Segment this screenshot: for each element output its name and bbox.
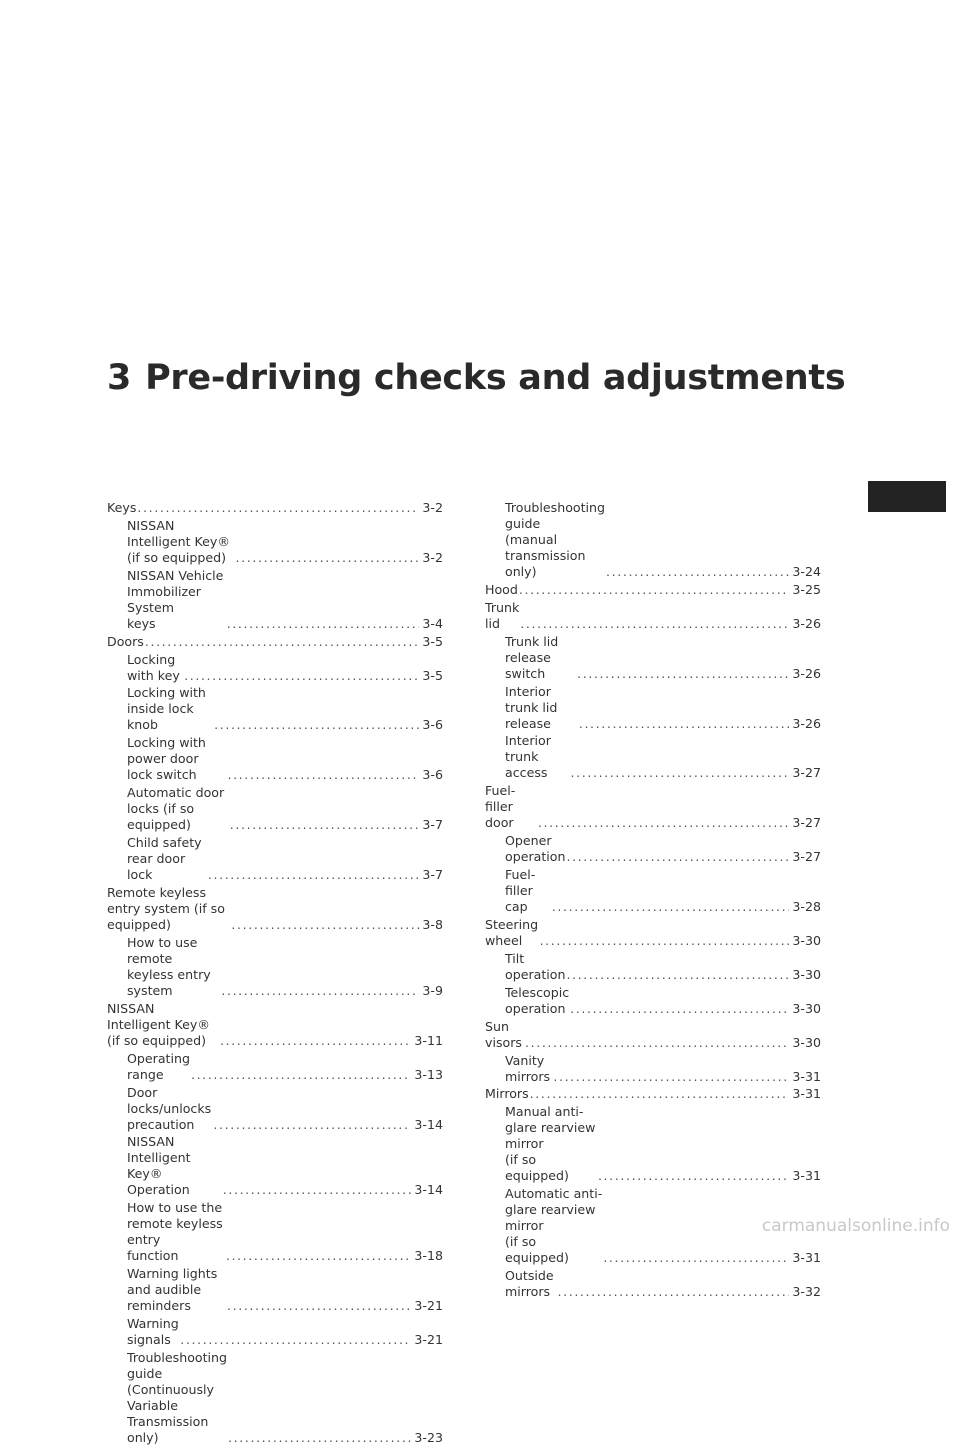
toc-entry-page: 3-26: [792, 615, 821, 631]
toc-entry-page: 3-27: [792, 815, 821, 831]
toc-entry-title: How to use remote keyless entry system: [127, 934, 211, 998]
toc-dot-leader: [606, 564, 789, 580]
toc-entry[interactable]: [107, 1001, 443, 1049]
toc-entry[interactable]: [107, 935, 443, 999]
toc-entry[interactable]: [485, 951, 821, 983]
toc-entry[interactable]: [485, 634, 821, 682]
toc-dot-leader: [552, 899, 790, 915]
toc-entry-page: 3-9: [422, 982, 443, 998]
toc-entry[interactable]: [107, 1316, 443, 1348]
toc-dot-leader: [227, 767, 419, 783]
toc-dot-leader: [214, 717, 419, 733]
toc-entry-title: Fuel-filler cap: [505, 867, 536, 915]
toc-dot-leader: [570, 1001, 789, 1017]
toc-entry-page: 3-2: [422, 500, 443, 515]
chapter-title-text: Pre-driving checks and adjustments: [145, 358, 846, 398]
toc-entry-title: Interior trunk lid release: [505, 683, 558, 731]
toc-entry[interactable]: [485, 1019, 821, 1051]
toc-entry-page: 3-26: [792, 715, 821, 731]
toc-entry[interactable]: [485, 1104, 821, 1184]
toc-dot-leader: [226, 1248, 412, 1264]
toc-entry-title: Locking with inside lock knob: [127, 685, 206, 733]
toc-entry-page: 3-13: [414, 1066, 443, 1082]
toc-entry[interactable]: [485, 917, 821, 949]
toc-dot-leader: [566, 849, 789, 865]
toc-entry-page: 3-7: [422, 867, 443, 883]
toc-entry-title: Warning lights and audible reminders: [127, 1266, 218, 1314]
toc-dot-leader: [553, 1069, 789, 1085]
toc-entry-title: Troubleshooting guide (manual transmission only): [505, 500, 606, 579]
toc-entry[interactable]: [107, 568, 443, 632]
toc-dot-leader: [213, 1117, 411, 1133]
toc-entry-title: Warning signals: [127, 1316, 179, 1348]
toc-entry-title: Interior trunk access: [505, 733, 551, 781]
toc-entry[interactable]: [107, 652, 443, 684]
toc-dot-leader: [236, 550, 420, 566]
toc-entry[interactable]: [485, 582, 821, 598]
toc-entry-title: Troubleshooting guide (Continuously Variable Transmission only): [127, 1350, 228, 1446]
toc-dot-leader: [180, 1332, 411, 1348]
toc-entry[interactable]: [107, 500, 443, 516]
toc-entry-title: Locking with power door lock switch: [127, 735, 206, 783]
toc-entry-page: 3-7: [422, 817, 443, 833]
toc-entry-page: 3-31: [792, 1250, 821, 1266]
toc-entry-title: Tilt operation: [505, 950, 566, 982]
toc-entry-page: 3-6: [422, 767, 443, 783]
toc-left-column: [107, 500, 443, 1448]
toc-entry-title: Outside mirrors: [505, 1268, 554, 1300]
toc-entry[interactable]: [107, 634, 443, 650]
toc-dot-leader: [230, 817, 420, 833]
toc-dot-leader: [137, 500, 419, 516]
toc-entry[interactable]: [485, 1053, 821, 1085]
toc-dot-leader: [184, 668, 419, 684]
toc-entry-title: Locking with key: [127, 651, 180, 683]
toc-dot-leader: [571, 765, 790, 781]
toc-entry-page: 3-31: [792, 1086, 821, 1102]
toc-entry-title: NISSAN Vehicle Immobilizer System keys: [127, 567, 224, 631]
toc-entry[interactable]: [485, 600, 821, 632]
chapter-number: 3: [107, 358, 132, 398]
toc-entry-page: 3-27: [792, 765, 821, 781]
toc-dot-leader: [603, 1250, 789, 1266]
toc-entry-title: Fuel-filler door: [485, 783, 516, 831]
toc-dot-leader: [208, 867, 420, 883]
toc-entry-page: 3-14: [414, 1116, 443, 1132]
toc-entry[interactable]: [485, 833, 821, 865]
toc-entry-title: Trunk lid: [485, 599, 520, 631]
toc-entry[interactable]: [485, 1268, 821, 1300]
toc-dot-leader: [191, 1067, 411, 1083]
toc-entry[interactable]: [485, 1086, 821, 1102]
toc-entry-page: 3-11: [414, 1032, 443, 1048]
toc-entry-page: 3-2: [422, 549, 443, 565]
toc-entry[interactable]: [107, 1134, 443, 1198]
toc-entry[interactable]: [107, 835, 443, 883]
toc-entry-title: Automatic door locks (if so equipped): [127, 785, 225, 833]
toc-dot-leader: [223, 1182, 412, 1198]
toc-entry-page: 3-21: [414, 1332, 443, 1348]
toc-entry[interactable]: [485, 867, 821, 915]
toc-entry-page: 3-24: [792, 564, 821, 579]
chapter-title: [107, 358, 845, 398]
toc-entry-title: Steering wheel: [485, 917, 539, 949]
toc-entry-page: 3-5: [422, 633, 443, 649]
toc-dot-leader: [566, 967, 789, 983]
toc-dot-leader: [538, 815, 790, 831]
toc-entry-page: 3-18: [414, 1248, 443, 1264]
toc-entry-page: 3-28: [792, 899, 821, 915]
toc-entry[interactable]: [107, 685, 443, 733]
toc-entry[interactable]: [107, 1200, 443, 1264]
toc-dot-leader: [525, 1035, 789, 1051]
toc-right-column: [485, 500, 821, 1302]
toc-entry[interactable]: [107, 785, 443, 833]
toc-entry-page: 3-30: [792, 933, 821, 949]
toc-dot-leader: [558, 1284, 790, 1300]
toc-dot-leader: [228, 1430, 411, 1446]
toc-dot-leader: [227, 1298, 411, 1314]
toc-entry-page: 3-26: [792, 665, 821, 681]
toc-entry-title: How to use the remote keyless entry function: [127, 1200, 223, 1264]
toc-entry-page: 3-25: [792, 581, 821, 597]
toc-dot-leader: [598, 1168, 789, 1184]
toc-dot-leader: [520, 616, 789, 632]
toc-entry-page: 3-30: [792, 1000, 821, 1016]
toc-entry-title: Doors: [107, 633, 144, 649]
toc-dot-leader: [220, 1033, 411, 1049]
toc-entry-title: Keys: [107, 500, 137, 515]
toc-dot-leader: [227, 616, 420, 632]
toc-dot-leader: [530, 1086, 790, 1102]
toc-entry[interactable]: [107, 518, 443, 566]
toc-entry[interactable]: [107, 885, 443, 933]
toc-entry-page: 3-14: [414, 1182, 443, 1198]
toc-entry[interactable]: [485, 985, 821, 1017]
toc-dot-leader: [579, 716, 790, 732]
toc-entry-page: 3-32: [792, 1284, 821, 1300]
toc-entry-page: 3-21: [414, 1298, 443, 1314]
toc-entry-title: Door locks/unlocks precaution: [127, 1084, 212, 1132]
toc-entry[interactable]: [107, 1266, 443, 1314]
toc-entry[interactable]: [485, 500, 821, 580]
toc-entry-title: NISSAN Intelligent Key® Operation: [127, 1134, 191, 1198]
toc-entry-page: 3-23: [414, 1430, 443, 1446]
toc-entry-title: Telescopic operation: [505, 984, 570, 1016]
toc-dot-leader: [519, 582, 790, 598]
toc-entry-page: 3-31: [792, 1168, 821, 1184]
toc-entry-title: Automatic anti-glare rearview mirror (if so equipped): [505, 1186, 603, 1266]
toc-dot-leader: [231, 917, 419, 933]
toc-dot-leader: [540, 933, 790, 949]
toc-entry[interactable]: [485, 684, 821, 732]
toc-entry-page: 3-30: [792, 1034, 821, 1050]
toc-entry-title: Mirrors: [485, 1086, 529, 1102]
toc-entry[interactable]: [107, 1051, 443, 1083]
toc-entry-title: NISSAN Intelligent Key® (if so equipped): [107, 1000, 210, 1048]
toc-dot-leader: [221, 983, 419, 999]
toc-entry-title: Trunk lid release switch: [505, 633, 559, 681]
toc-entry[interactable]: [107, 735, 443, 783]
toc-entry-title: Vanity mirrors: [505, 1052, 551, 1084]
toc-entry-page: 3-5: [422, 667, 443, 683]
toc-entry-title: Child safety rear door lock: [127, 835, 202, 883]
toc-entry-title: Remote keyless entry system (if so equipped): [107, 885, 225, 933]
toc-entry[interactable]: [485, 733, 821, 781]
toc-entry-page: 3-31: [792, 1068, 821, 1084]
toc-entry-page: 3-4: [422, 615, 443, 631]
toc-entry-page: 3-27: [792, 849, 821, 865]
toc-dot-leader: [577, 666, 789, 682]
toc-dot-leader: [145, 634, 420, 650]
toc-entry[interactable]: [107, 1350, 443, 1446]
watermark: carmanualsonline.info: [761, 1216, 950, 1236]
toc-entry-title: NISSAN Intelligent Key® (if so equipped): [127, 517, 230, 565]
toc-entry[interactable]: [107, 1085, 443, 1133]
toc-entry-page: 3-6: [422, 717, 443, 733]
toc-entry-page: 3-30: [792, 966, 821, 982]
toc-entry-title: Operating range: [127, 1050, 190, 1082]
toc-entry-title: Sun visors: [485, 1018, 522, 1050]
chapter-thumb-tab: [868, 481, 946, 512]
toc-entry-page: 3-8: [422, 917, 443, 933]
toc-entry[interactable]: [485, 783, 821, 831]
toc-entry-title: Opener operation: [505, 833, 566, 865]
toc-entry-title: Manual anti-glare rearview mirror (if so equipped): [505, 1104, 596, 1184]
toc-entry-title: Hood: [485, 581, 518, 597]
